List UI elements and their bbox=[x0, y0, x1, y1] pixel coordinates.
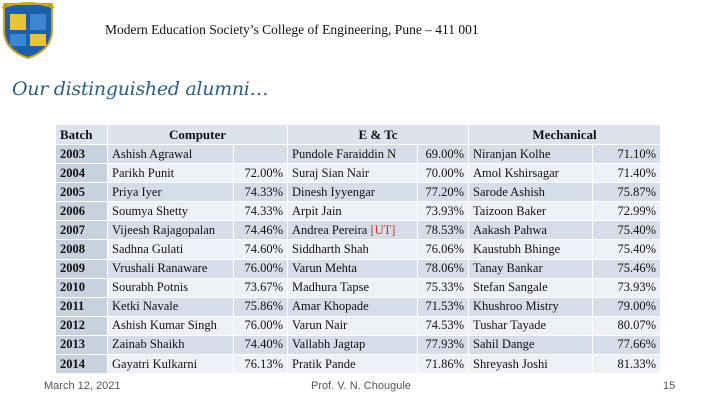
mechanical-name-cell-text: Niranjan Kolhe bbox=[473, 146, 551, 161]
computer-name-cell bbox=[108, 259, 234, 278]
alumni-table bbox=[55, 124, 661, 374]
mechanical-percent-cell bbox=[593, 145, 661, 164]
entc-name-cell bbox=[288, 335, 418, 354]
batch-cell-text: 2006 bbox=[60, 203, 85, 218]
entc-name-cell-text: Arpit Jain bbox=[292, 203, 342, 218]
batch-cell bbox=[56, 240, 108, 259]
computer-percent-cell bbox=[234, 259, 288, 278]
mechanical-percent-cell bbox=[593, 316, 661, 335]
entc-percent-cell bbox=[418, 297, 469, 316]
mechanical-percent-cell bbox=[593, 240, 661, 259]
computer-percent-cell-text: 76.00% bbox=[244, 261, 284, 276]
entc-percent-cell bbox=[418, 164, 469, 183]
mechanical-percent-cell bbox=[593, 221, 661, 240]
batch-cell-text: 2010 bbox=[60, 280, 85, 295]
table-header-row bbox=[56, 125, 661, 145]
table-row bbox=[56, 335, 661, 354]
entc-name-cell bbox=[288, 355, 418, 374]
table-row bbox=[56, 355, 661, 374]
computer-name-cell bbox=[108, 297, 234, 316]
mechanical-name-cell-text: Aakash Pahwa bbox=[473, 222, 547, 237]
mechanical-percent-cell-text: 77.66% bbox=[617, 337, 657, 352]
mechanical-name-cell-text: Sarode Ashish bbox=[473, 184, 545, 199]
batch-cell bbox=[56, 183, 108, 202]
entc-percent-cell bbox=[418, 355, 469, 374]
computer-header: Computer bbox=[108, 125, 288, 145]
mechanical-percent-cell bbox=[593, 202, 661, 221]
entc-percent-cell-text: 75.33% bbox=[425, 280, 465, 295]
entc-name-cell bbox=[288, 221, 418, 240]
entc-header: E & Tc bbox=[288, 125, 469, 145]
entc-percent-cell bbox=[418, 278, 469, 297]
computer-percent-cell-text: 73.67% bbox=[244, 280, 284, 295]
computer-name-cell-text: Zainab Shaikh bbox=[112, 337, 185, 352]
entc-percent-cell bbox=[418, 183, 469, 202]
batch-cell bbox=[56, 335, 108, 354]
computer-percent-cell-text: 74.33% bbox=[244, 184, 284, 199]
entc-name-cell-text: Siddharth Shah bbox=[292, 242, 369, 257]
mechanical-name-cell bbox=[469, 316, 593, 335]
computer-percent-cell-text: 74.33% bbox=[244, 203, 284, 218]
entc-name-cell-text: Varun Nair bbox=[292, 318, 348, 333]
entc-percent-cell-text: 71.86% bbox=[425, 356, 465, 371]
entc-percent-cell bbox=[418, 316, 469, 335]
mechanical-percent-cell-text: 75.87% bbox=[617, 184, 657, 199]
mechanical-percent-cell bbox=[593, 164, 661, 183]
entc-name-cell-text: Amar Khopade bbox=[292, 299, 369, 314]
entc-name-cell-text: Madhura Tapse bbox=[292, 280, 370, 295]
computer-percent-cell-text: 75.86% bbox=[244, 299, 284, 314]
computer-percent-cell-text: 74.60% bbox=[244, 242, 284, 257]
mechanical-percent-cell-text: 71.40% bbox=[617, 165, 657, 180]
entc-percent-cell-text: 73.93% bbox=[425, 203, 465, 218]
entc-percent-cell bbox=[418, 221, 469, 240]
table-row bbox=[56, 202, 661, 221]
entc-percent-cell bbox=[418, 335, 469, 354]
page-number: 15 bbox=[663, 380, 676, 392]
footer-date: March 12, 2021 bbox=[44, 380, 121, 392]
computer-name-cell-text: Soumya Shetty bbox=[112, 203, 189, 218]
batch-cell bbox=[56, 297, 108, 316]
batch-cell-text: 2005 bbox=[60, 184, 85, 199]
mechanical-percent-cell bbox=[593, 355, 661, 374]
entc-name-cell bbox=[288, 164, 418, 183]
mechanical-name-cell bbox=[469, 297, 593, 316]
batch-cell-text: 2004 bbox=[60, 165, 85, 180]
computer-name-cell bbox=[108, 145, 234, 164]
university-topper-flag: [UT] bbox=[370, 222, 396, 237]
mechanical-name-cell-text: Tushar Tayade bbox=[473, 318, 547, 333]
table-row bbox=[56, 221, 661, 240]
mechanical-name-cell bbox=[469, 164, 593, 183]
computer-name-cell bbox=[108, 221, 234, 240]
mechanical-name-cell bbox=[469, 335, 593, 354]
computer-name-cell-text: Vrushali Ranaware bbox=[112, 261, 208, 276]
table-row bbox=[56, 145, 661, 164]
mechanical-name-cell bbox=[469, 240, 593, 259]
computer-percent-cell bbox=[234, 164, 288, 183]
computer-percent-cell bbox=[234, 221, 288, 240]
computer-percent-cell bbox=[234, 278, 288, 297]
batch-cell-text: 2011 bbox=[60, 299, 85, 314]
computer-percent-cell bbox=[234, 145, 288, 164]
mechanical-name-cell-text: Khushroo Mistry bbox=[473, 299, 559, 314]
computer-percent-cell bbox=[234, 297, 288, 316]
batch-cell bbox=[56, 278, 108, 297]
entc-name-cell bbox=[288, 259, 418, 278]
mechanical-name-cell-text: Kaustubh Bhinge bbox=[473, 242, 561, 257]
batch-cell-text: 2008 bbox=[60, 242, 85, 257]
batch-cell bbox=[56, 145, 108, 164]
entc-name-cell-text: Dinesh Iyyengar bbox=[292, 184, 375, 199]
entc-name-cell bbox=[288, 202, 418, 221]
entc-name-cell bbox=[288, 183, 418, 202]
entc-percent-cell-text: 78.53% bbox=[425, 222, 465, 237]
computer-name-cell-text: Sourabh Potnis bbox=[112, 280, 189, 295]
computer-name-cell-text: Sadhna Gulati bbox=[112, 242, 184, 257]
mechanical-name-cell-text: Stefan Sangale bbox=[473, 280, 548, 295]
entc-percent-cell-text: 76.06% bbox=[425, 242, 465, 257]
batch-cell bbox=[56, 221, 108, 240]
computer-percent-cell-text: 76.13% bbox=[244, 356, 284, 371]
mechanical-name-cell-text: Sahil Dange bbox=[473, 337, 535, 352]
college-crest-icon bbox=[0, 0, 56, 60]
mechanical-name-cell bbox=[469, 202, 593, 221]
computer-name-cell bbox=[108, 335, 234, 354]
entc-name-cell bbox=[288, 240, 418, 259]
entc-name-cell-text: Pundole Faraiddin N bbox=[292, 146, 397, 161]
mechanical-name-cell-text: Amol Kshirsagar bbox=[473, 165, 559, 180]
table-row bbox=[56, 316, 661, 335]
batch-cell-text: 2007 bbox=[60, 222, 85, 237]
entc-name-cell bbox=[288, 145, 418, 164]
computer-percent-cell-text: 72.00% bbox=[244, 165, 284, 180]
batch-cell-text: 2009 bbox=[60, 261, 85, 276]
entc-name-cell bbox=[288, 316, 418, 335]
mechanical-percent-cell-text: 75.40% bbox=[617, 222, 657, 237]
computer-percent-cell bbox=[234, 316, 288, 335]
entc-percent-cell-text: 77.20% bbox=[425, 184, 465, 199]
batch-cell-text: 2014 bbox=[60, 356, 85, 371]
computer-name-cell-text: Parikh Punit bbox=[112, 165, 175, 180]
computer-name-cell-text: Ashish Agrawal bbox=[112, 146, 193, 161]
entc-percent-cell bbox=[418, 145, 469, 164]
computer-percent-cell bbox=[234, 335, 288, 354]
table-row bbox=[56, 278, 661, 297]
mechanical-name-cell bbox=[469, 259, 593, 278]
computer-name-cell bbox=[108, 164, 234, 183]
computer-name-cell bbox=[108, 240, 234, 259]
entc-percent-cell bbox=[418, 202, 469, 221]
computer-percent-cell bbox=[234, 183, 288, 202]
table-body bbox=[56, 145, 661, 374]
computer-name-cell bbox=[108, 183, 234, 202]
entc-name-cell-text: Vallabh Jagtap bbox=[292, 337, 366, 352]
entc-percent-cell-text: 70.00% bbox=[425, 165, 465, 180]
batch-cell-text: 2012 bbox=[60, 318, 85, 333]
computer-name-cell bbox=[108, 316, 234, 335]
table-row bbox=[56, 297, 661, 316]
mechanical-percent-cell bbox=[593, 335, 661, 354]
slide-subtitle: Our distinguished alumni… bbox=[12, 78, 269, 100]
mechanical-name-cell-text: Taizoon Baker bbox=[473, 203, 547, 218]
batch-cell bbox=[56, 259, 108, 278]
mechanical-name-cell bbox=[469, 145, 593, 164]
computer-name-cell bbox=[108, 278, 234, 297]
computer-name-cell-text: Vijeesh Rajagopalan bbox=[112, 222, 216, 237]
computer-name-cell-text: Ketki Navale bbox=[112, 299, 179, 314]
mechanical-name-cell-text: Tanay Bankar bbox=[473, 261, 543, 276]
batch-header: Batch bbox=[56, 125, 108, 145]
computer-percent-cell bbox=[234, 202, 288, 221]
mechanical-percent-cell-text: 72.99% bbox=[617, 203, 657, 218]
batch-cell-text: 2013 bbox=[60, 337, 85, 352]
entc-name-cell-text: Pratik Pande bbox=[292, 356, 356, 371]
computer-name-cell-text: Priya Iyer bbox=[112, 184, 162, 199]
mechanical-percent-cell-text: 81.33% bbox=[617, 356, 657, 371]
entc-percent-cell-text: 71.53% bbox=[425, 299, 465, 314]
college-title: Modern Education Society’s College of Engineering, Pune – 411 001 bbox=[105, 22, 479, 37]
computer-percent-cell-text: 74.40% bbox=[244, 337, 284, 352]
entc-name-cell-text: Varun Mehta bbox=[292, 261, 357, 276]
mechanical-name-cell bbox=[469, 355, 593, 374]
table-row bbox=[56, 240, 661, 259]
mechanical-percent-cell-text: 79.00% bbox=[617, 299, 657, 314]
entc-percent-cell-text: 69.00% bbox=[425, 146, 465, 161]
mechanical-percent-cell-text: 75.40% bbox=[617, 242, 657, 257]
mechanical-percent-cell-text: 71.10% bbox=[617, 146, 657, 161]
computer-percent-cell-text: 76.00% bbox=[244, 318, 284, 333]
entc-percent-cell-text: 74.53% bbox=[425, 318, 465, 333]
computer-percent-cell bbox=[234, 240, 288, 259]
entc-percent-cell-text: 78.06% bbox=[425, 261, 465, 276]
mechanical-name-cell bbox=[469, 183, 593, 202]
batch-cell-text: 2003 bbox=[60, 146, 85, 161]
mechanical-percent-cell bbox=[593, 259, 661, 278]
entc-name-cell-text: Suraj Sian Nair bbox=[292, 165, 370, 180]
mechanical-percent-cell-text: 75.46% bbox=[617, 261, 657, 276]
entc-name-cell-text: Andrea Pereira bbox=[292, 222, 368, 237]
computer-name-cell bbox=[108, 202, 234, 221]
batch-cell bbox=[56, 202, 108, 221]
computer-name-cell-text: Gayatri Kulkarni bbox=[112, 356, 198, 371]
mechanical-name-cell bbox=[469, 221, 593, 240]
mechanical-name-cell-text: Shreyash Joshi bbox=[473, 356, 548, 371]
footer-author: Prof. V. N. Chougule bbox=[311, 380, 411, 392]
computer-name-cell bbox=[108, 355, 234, 374]
entc-percent-cell bbox=[418, 259, 469, 278]
mechanical-percent-cell-text: 80.07% bbox=[617, 318, 657, 333]
mechanical-name-cell bbox=[469, 278, 593, 297]
mechanical-percent-cell bbox=[593, 278, 661, 297]
computer-percent-cell bbox=[234, 355, 288, 374]
entc-percent-cell bbox=[418, 240, 469, 259]
mechanical-percent-cell bbox=[593, 297, 661, 316]
entc-name-cell bbox=[288, 278, 418, 297]
computer-percent-cell-text: 74.46% bbox=[244, 222, 284, 237]
batch-cell bbox=[56, 316, 108, 335]
table-row bbox=[56, 259, 661, 278]
entc-percent-cell-text: 77.93% bbox=[425, 337, 465, 352]
mechanical-percent-cell-text: 73.93% bbox=[617, 280, 657, 295]
batch-cell bbox=[56, 355, 108, 374]
table-row bbox=[56, 183, 661, 202]
mechanical-percent-cell bbox=[593, 183, 661, 202]
table-row bbox=[56, 164, 661, 183]
batch-cell bbox=[56, 164, 108, 183]
computer-name-cell-text: Ashish Kumar Singh bbox=[112, 318, 217, 333]
mechanical-header: Mechanical bbox=[469, 125, 661, 145]
entc-name-cell bbox=[288, 297, 418, 316]
